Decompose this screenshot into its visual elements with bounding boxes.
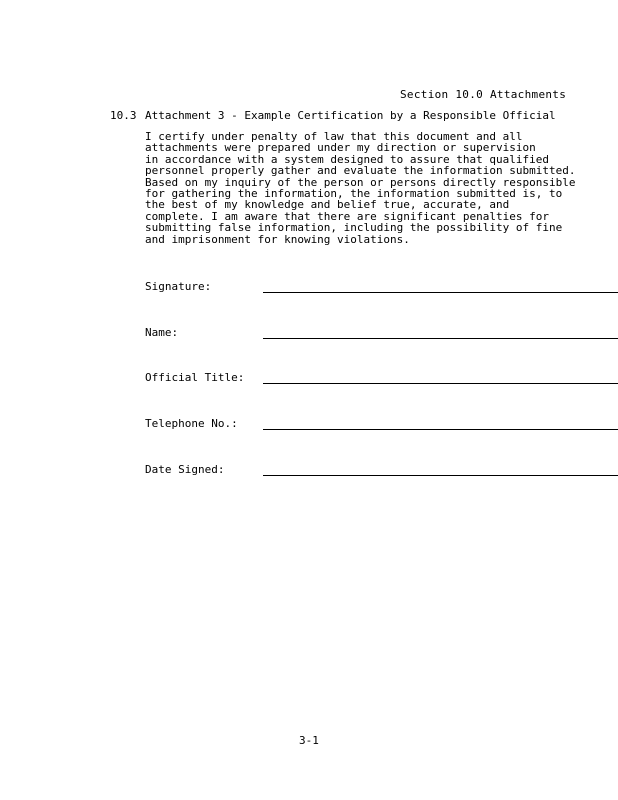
certification-line: submitting false information, including the possibility of fine <box>145 221 563 235</box>
certification-line: for gathering the information, the information submitted is, to <box>145 187 563 201</box>
page-number: 3-1 <box>299 734 319 747</box>
official-title-field <box>145 371 618 391</box>
certification-line: Based on my inquiry of the person or persons directly responsible <box>145 175 576 189</box>
date-signed-field <box>145 463 618 483</box>
section-header: Section 10.0 Attachments <box>400 88 567 101</box>
certification-line: personnel properly gather and evaluate the information submitted. <box>145 164 576 178</box>
name-label: Name: <box>145 326 179 339</box>
certification-statement <box>145 130 576 246</box>
official-title-label: Official Title: <box>145 371 245 384</box>
signature-field <box>145 280 618 300</box>
certification-line: in accordance with a system designed to assure that qualified <box>145 152 549 166</box>
certification-line: complete. I am aware that there are significant penalties for <box>145 209 549 223</box>
certification-line: and imprisonment for knowing violations. <box>145 232 410 246</box>
name-field <box>145 326 618 346</box>
telephone-field <box>145 417 618 437</box>
certification-line: I certify under penalty of law that this document and all <box>145 130 523 143</box>
telephone-line[interactable] <box>263 429 618 430</box>
name-line[interactable] <box>263 338 618 339</box>
subsection-title: Attachment 3 - Example Certification by a Responsible Official <box>145 109 556 122</box>
signature-label: Signature: <box>145 280 212 293</box>
date-signed-line[interactable] <box>263 475 618 476</box>
telephone-label: Telephone No.: <box>145 417 238 430</box>
official-title-line[interactable] <box>263 383 618 384</box>
signature-line[interactable] <box>263 292 618 293</box>
subsection-number: 10.3 <box>110 109 137 122</box>
date-signed-label: Date Signed: <box>145 463 225 476</box>
certification-line: the best of my knowledge and belief true, accurate, and <box>145 198 510 212</box>
certification-line: attachments were prepared under my direction or supervision <box>145 141 536 155</box>
